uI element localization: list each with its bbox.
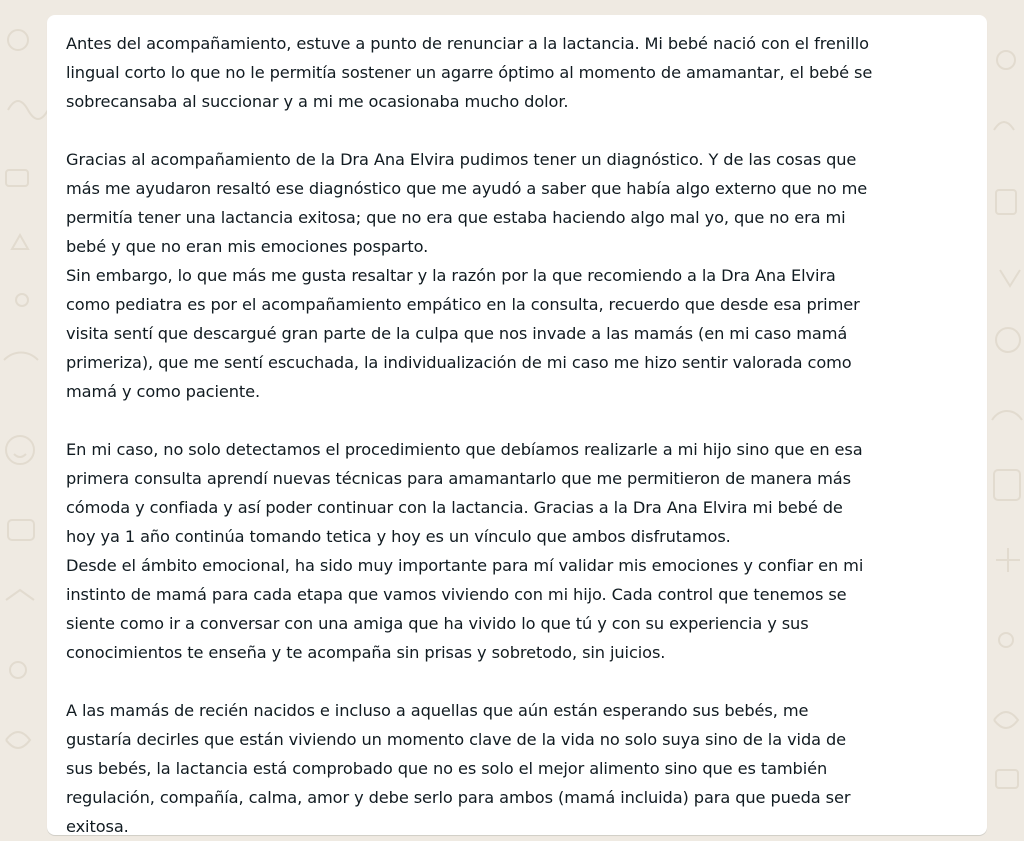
doodle-wave [8,101,48,119]
doodle-triangle [12,235,28,249]
message-line: sus bebés, la lactancia está comprobado que no es solo el mejor alimento sino que es también [66,759,828,778]
message-text [66,29,987,841]
paragraph-gap [66,116,987,145]
paragraph-gap [66,406,987,435]
doodle-chevron [1000,270,1020,286]
doodle-circle [997,51,1015,69]
message-line: más me ayudaron resaltó ese diagnóstico que me ayudó a saber que había algo externo que no me [66,179,868,198]
doodle-arc [4,353,38,361]
doodle-circle [10,662,26,678]
message-line: En mi caso, no solo detectamos el procedimiento que debíamos realizarle a mi hijo sino que en esa [66,440,863,459]
doodle-box [996,190,1016,214]
message-line: como pediatra es por el acompañamiento empático en la consulta, recuerdo que desde esa primer [66,295,860,314]
message-line: mamá y como paciente. [66,382,261,401]
doodle-face [6,436,34,464]
message-line: regulación, compañía, calma, amor y debe serlo para ambos (mamá incluida) para que pueda ser [66,788,851,807]
doodle-leaf [6,732,30,748]
message-line: cómoda y confiada y así poder continuar con la lactancia. Gracias a la Dra Ana Elvira mi bebé de [66,498,843,517]
doodle-dot [999,633,1013,647]
message-line: Gracias al acompañamiento de la Dra Ana Elvira pudimos tener un diagnóstico. Y de las cosas que [66,150,857,169]
doodle-box [6,170,28,186]
doodle-face [996,328,1020,352]
message-line: A las mamás de recién nacidos e incluso a aquellas que aún están esperando sus bebés, me [66,701,809,720]
message-line: conocimientos te enseña y te acompaña sin prisas y sobretodo, sin juicios. [66,643,666,662]
paragraph-gap [66,667,987,696]
message-line: primera consulta aprendí nuevas técnicas para amamantarlo que me permitieron de manera más [66,469,851,488]
doodle-circle [8,30,28,50]
message-line: gustaría decirles que están viviendo un momento clave de la vida no solo suya sino de la vida de [66,730,847,749]
message-line: bebé y que no eran mis emociones posparto. [66,237,429,256]
doodle-box [996,770,1018,788]
doodle-dot [16,294,28,306]
message-line: lingual corto lo que no le permitía sostener un agarre óptimo al momento de amamantar, el bebé se [66,63,873,82]
message-line: visita sentí que descargué gran parte de la culpa que nos invade a las mamás (en mi caso mamá [66,324,848,343]
doodle-smile [14,454,26,457]
doodle-plus [996,548,1020,572]
message-line: sobrecansaba al succionar y a mi me ocasionaba mucho dolor. [66,92,569,111]
doodle-arc [994,122,1014,130]
message-line: Antes del acompañamiento, estuve a punto de renunciar a la lactancia. Mi bebé nació con el frenillo [66,34,869,53]
message-bubble[interactable] [47,15,987,835]
doodle-arc [992,411,1022,420]
doodle-leaf [994,712,1018,728]
message-line: hoy ya 1 año continúa tomando tetica y hoy es un vínculo que ambos disfrutamos. [66,527,731,546]
message-line: permitía tener una lactancia exitosa; que no era que estaba haciendo algo mal yo, que no era mi [66,208,846,227]
message-line: Desde el ámbito emocional, ha sido muy importante para mí validar mis emociones y confiar en mi [66,556,864,575]
doodle-frame [8,520,34,540]
message-line: Sin embargo, lo que más me gusta resaltar y la razón por la que recomiendo a la Dra Ana Elvira [66,266,836,285]
doodle-roof [6,590,34,600]
message-line: instinto de mamá para cada etapa que vamos viviendo con mi hijo. Cada control que tenemos se [66,585,847,604]
doodle-frame [994,470,1020,500]
message-line: exitosa. [66,817,129,836]
message-line: primeriza), que me sentí escuchada, la individualización de mi caso me hizo sentir valorada como [66,353,852,372]
message-line: siente como ir a conversar con una amiga que ha vivido lo que tú y con su experiencia y sus [66,614,809,633]
